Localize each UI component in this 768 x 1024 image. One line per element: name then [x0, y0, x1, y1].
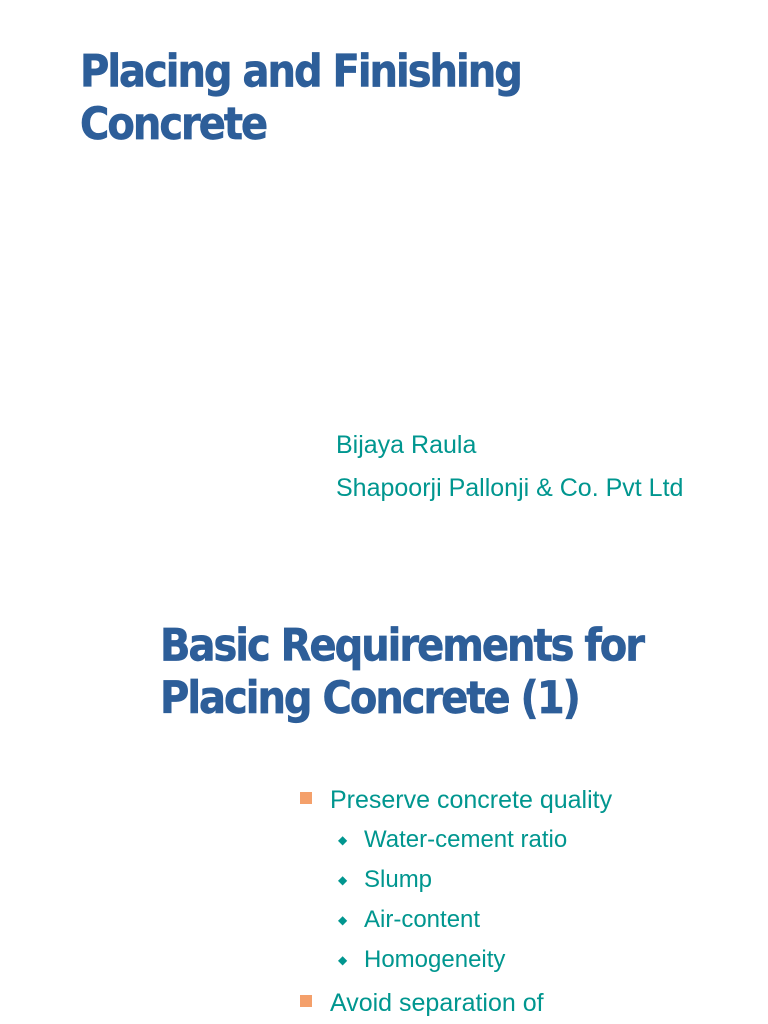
sub-bullet-list	[338, 820, 760, 980]
slide-title-line: Basic Requirements for	[160, 620, 643, 672]
sub-list-item-text: Slump	[364, 866, 433, 893]
author-name: Bijaya Raula	[336, 431, 477, 459]
sub-list-item	[338, 940, 760, 980]
sub-list-item-text: Air-content	[364, 906, 481, 933]
sub-list-item	[338, 900, 760, 940]
square-bullet-icon	[300, 792, 312, 804]
slide-title-line: Placing and Finishing	[80, 46, 521, 98]
sub-list-item-text: Homogeneity	[364, 946, 506, 973]
square-bullet-icon	[300, 995, 312, 1007]
bullet-list	[300, 780, 760, 1023]
diamond-bullet-icon: ◆	[338, 873, 348, 887]
sub-list-item	[338, 860, 760, 900]
diamond-bullet-icon: ◆	[338, 913, 348, 927]
diamond-bullet-icon: ◆	[338, 833, 348, 847]
list-item-text: Avoid separation of	[330, 989, 544, 1017]
list-item	[300, 983, 760, 1023]
sub-list-item-text: Water-cement ratio	[364, 826, 568, 853]
list-item-text: Preserve concrete quality	[330, 786, 613, 814]
company-name: Shapoorji Pallonji & Co. Pvt Ltd	[336, 474, 684, 502]
slide-title	[80, 46, 521, 151]
slide-title-line: Placing Concrete (1)	[160, 672, 579, 725]
sub-list-item	[338, 820, 760, 860]
slide-title	[160, 620, 643, 725]
diamond-bullet-icon: ◆	[338, 953, 348, 967]
slide-subtitle	[336, 424, 683, 510]
slide-title-line: Concrete	[80, 98, 267, 151]
list-item	[300, 780, 760, 820]
